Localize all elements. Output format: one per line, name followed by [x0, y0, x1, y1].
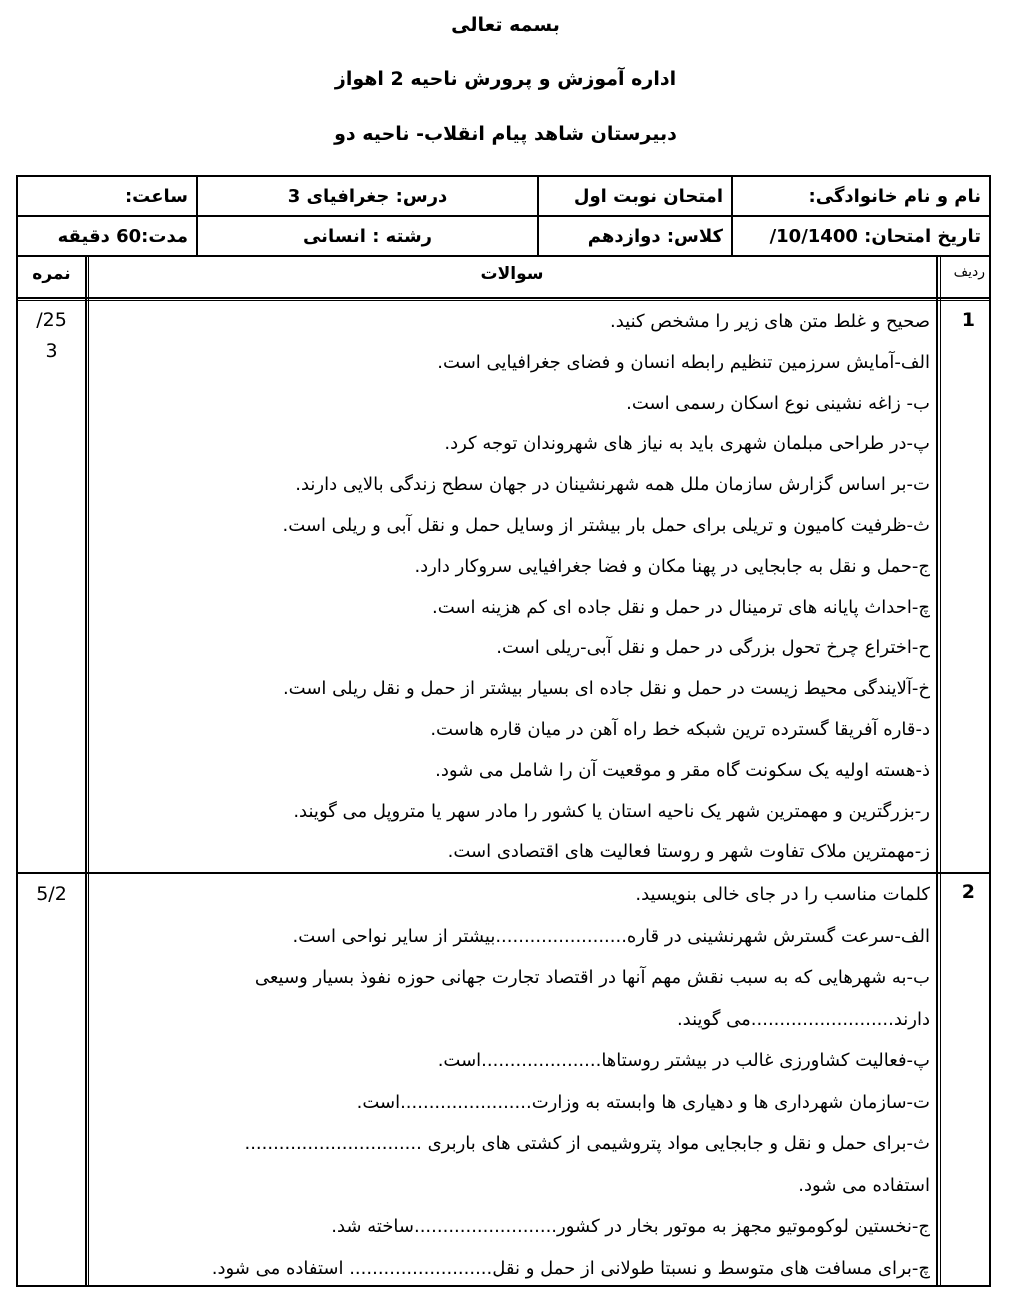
exam-date-cell — [732, 216, 990, 256]
exam-date-value: /10/1400 — [769, 225, 858, 247]
header-education-office: اداره آموزش و پرورش ناحیه 2 اهواز — [334, 68, 677, 90]
study-field: رشته : انسانی — [197, 216, 538, 256]
question-line: ج-نخستین لوکوموتیو مجهز به موتور بخار در کشور.........................ساخته شد. — [331, 1216, 930, 1237]
question-line: دارند.........................می گویند. — [676, 1008, 930, 1030]
question-line: ت-سازمان شهرداری ها و دهیاری ها وابسته به وزارت.......................است. — [356, 1091, 930, 1113]
question-line: ج-حمل و نقل به جابجایی در پهنا مکان و فضا جغرافیایی سروکار دارد. — [414, 555, 930, 577]
question-score — [18, 879, 85, 910]
question-number: 2 — [961, 881, 975, 903]
question-line: الف-آمایش سرزمین تنظیم رابطه انسان و فضای جغرافیایی است. — [437, 351, 930, 373]
exam-date-label: تاریخ امتحان: — [864, 225, 981, 247]
question-score — [18, 305, 85, 367]
question-line: چ-احداث پایانه های ترمینال در حمل و نقل جاده ای کم هزینه است. — [431, 596, 930, 618]
score-part: /25 — [36, 309, 67, 331]
column-header-questions: سوالات — [480, 264, 544, 284]
questions-table — [16, 257, 991, 1287]
question-line: ر-بزرگترین و مهمترین شهر یک ناحیه استان یا کشور را مادر سهر یا متروپل می گویند. — [293, 800, 930, 822]
question-number: 1 — [961, 309, 975, 331]
exam-term: امتحان نوبت اول — [538, 176, 732, 216]
question-line: استفاده می شود. — [798, 1174, 930, 1196]
column-header-score: نمره — [32, 264, 71, 284]
score-part: 3 — [45, 340, 58, 362]
question-2-text — [92, 874, 932, 1289]
exam-time-label: ساعت: — [17, 176, 197, 216]
divider — [18, 297, 989, 299]
exam-subject: درس: جغرافیای 3 — [197, 176, 538, 216]
question-line: کلمات مناسب را در جای خالی بنویسید. — [635, 884, 930, 905]
exam-info-table — [16, 175, 991, 257]
score-part: 5/2 — [36, 883, 67, 905]
divider — [88, 257, 89, 1285]
header-school-name: دبیرستان شاهد پیام انقلاب- ناحیه دو — [334, 123, 677, 145]
question-line: الف-سرعت گسترش شهرنشینی در قاره.......................بیشتر از سایر نواحی است. — [292, 925, 930, 947]
question-line: ث-ظرفیت کامیون و تریلی برای حمل بار بیشتر از وسایل حمل و نقل آبی و ریلی است. — [282, 514, 930, 536]
student-name-label: نام و نام خانوادگی: — [732, 176, 990, 216]
info-row-1 — [17, 176, 990, 216]
question-line: پ-در طراحی مبلمان شهری باید به نیاز های شهروندان توجه کرد. — [444, 433, 930, 455]
column-header-row: ردیف — [953, 264, 985, 280]
header-bismillah: بسمه تعالی — [451, 14, 560, 36]
question-line: ث-برای حمل و نقل و جابجایی مواد پتروشیمی از کشتی های باربری ............................... — [244, 1133, 930, 1154]
divider — [85, 257, 87, 1285]
question-line: ح-اختراع چرخ تحول بزرگی در حمل و نقل آبی-ریلی است. — [496, 637, 930, 659]
question-line: ب- زاغه نشینی نوع اسکان رسمی است. — [626, 392, 930, 414]
divider — [18, 300, 989, 301]
question-line: ز-مهمترین ملاک تفاوت شهر و روستا فعالیت های اقتصادی است. — [447, 841, 930, 863]
info-row-2 — [17, 216, 990, 256]
exam-duration: مدت:60 دقیقه — [17, 216, 197, 256]
question-line: ت-بر اساس گزارش سازمان ملل همه شهرنشینان در جهان سطح زندگی بالایی دارند. — [295, 474, 930, 496]
question-line: پ-فعالیت کشاورزی غالب در بیشتر روستاها.....................است. — [437, 1050, 930, 1071]
class-grade: کلاس: دوازدهم — [538, 216, 732, 256]
question-line: صحیح و غلط متن های زیر را مشخص کنید. — [609, 311, 930, 332]
question-line: د-قاره آفریقا گسترده ترین شبکه خط راه آهن در میان قاره هاست. — [430, 718, 930, 740]
question-line: چ-برای مسافت های متوسط و نسبتا طولانی از حمل و نقل......................... استفاده می شود. — [211, 1257, 930, 1279]
question-line: خ-آلایندگی محیط زیست در حمل و نقل جاده ای بسیار بیشتر از حمل و نقل ریلی است. — [282, 678, 930, 700]
question-1-text — [92, 302, 932, 873]
question-line: ب-به شهرهایی که به سبب نقش مهم آنها در اقتصاد تجارت جهانی حوزه نفوذ بسیار وسیعی — [254, 967, 930, 988]
question-line: ذ-هسته اولیه یک سکونت گاه مقر و موقعیت آن را شامل می شود. — [435, 759, 930, 781]
divider — [936, 257, 938, 1285]
divider — [940, 257, 941, 1285]
